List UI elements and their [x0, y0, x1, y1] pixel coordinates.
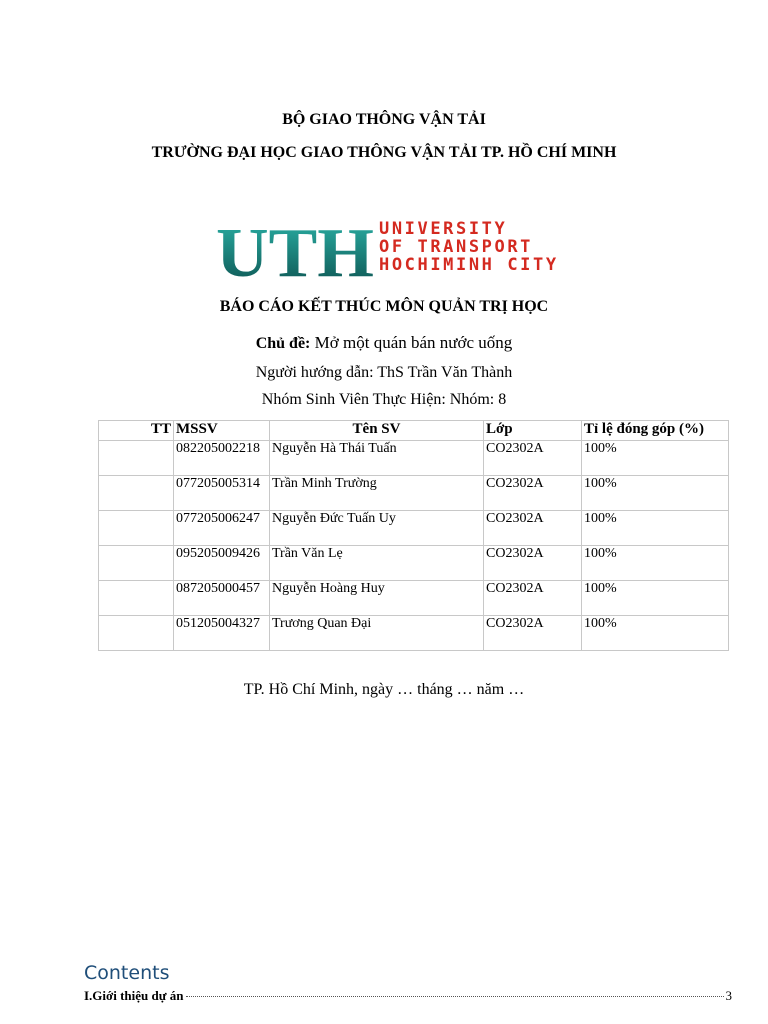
cell-tt: [99, 441, 174, 476]
cell-mssv: 087205000457: [174, 581, 270, 616]
toc-entry-page: 3: [725, 988, 732, 1003]
cell-name: Trần Văn Lẹ: [270, 546, 484, 581]
header-tt: TT: [99, 421, 174, 441]
header-class: Lớp: [484, 421, 582, 441]
group-line: Nhóm Sinh Viên Thực Hiện: Nhóm: 8: [261, 391, 507, 408]
table-row: [99, 616, 729, 651]
uth-logo: [216, 218, 578, 280]
header-name: Tên SV: [270, 421, 484, 441]
student-table: [98, 420, 729, 651]
cell-name: Nguyễn Hoàng Huy: [270, 581, 484, 616]
cell-mssv: 077205005314: [174, 476, 270, 511]
logo-line-3: HOCHIMINH CITY: [379, 255, 559, 275]
logo-line-2: OF TRANSPORT: [379, 237, 534, 257]
cell-class: CO2302A: [484, 511, 582, 546]
cell-mssv: 051205004327: [174, 616, 270, 651]
advisor-line: Người hướng dẫn: ThS Trần Văn Thành: [255, 364, 513, 381]
cell-mssv: 095205009426: [174, 546, 270, 581]
toc-entry-label[interactable]: I.Giới thiệu dự án: [84, 988, 184, 1003]
table-row: [99, 476, 729, 511]
cell-tt: [99, 476, 174, 511]
cell-ratio: 100%: [582, 546, 729, 581]
cell-tt: [99, 581, 174, 616]
toc-leader-dots: [186, 996, 724, 997]
cell-mssv: 077205006247: [174, 511, 270, 546]
topic-label: Chủ đề:: [255, 335, 311, 352]
cell-ratio: 100%: [582, 511, 729, 546]
cell-name: Nguyễn Hà Thái Tuấn: [270, 441, 484, 476]
logo-wordmark: [379, 220, 559, 274]
cell-class: CO2302A: [484, 581, 582, 616]
table-header-row: [99, 421, 729, 441]
topic-line: [0, 333, 768, 353]
contents-heading: Contents: [84, 962, 170, 984]
topic-value: Mở một quán bán nước uống: [310, 333, 513, 352]
cell-class: CO2302A: [484, 441, 582, 476]
uth-mark: [216, 218, 376, 280]
cell-mssv: 082205002218: [174, 441, 270, 476]
cell-ratio: 100%: [582, 476, 729, 511]
report-title: BÁO CÁO KẾT THÚC MÔN QUẢN TRỊ HỌC: [219, 298, 549, 315]
cell-tt: [99, 511, 174, 546]
cell-class: CO2302A: [484, 546, 582, 581]
toc-entry[interactable]: [84, 988, 732, 1004]
date-line: TP. Hồ Chí Minh, ngày … tháng … năm …: [243, 681, 525, 698]
table-row: [99, 581, 729, 616]
uth-logo-mark: [216, 218, 376, 280]
table-row: [99, 511, 729, 546]
table-row: [99, 546, 729, 581]
cell-class: CO2302A: [484, 476, 582, 511]
cell-class: CO2302A: [484, 616, 582, 651]
university-name: TRƯỜNG ĐẠI HỌC GIAO THÔNG VẬN TẢI TP. HỒ CHÍ MINH: [151, 144, 617, 161]
cell-name: Nguyễn Đức Tuấn Uy: [270, 511, 484, 546]
ministry-name: BỘ GIAO THÔNG VẬN TẢI: [282, 111, 486, 128]
header-mssv: MSSV: [174, 421, 270, 441]
cell-name: Trương Quan Đại: [270, 616, 484, 651]
cell-tt: [99, 616, 174, 651]
header-ratio: Tỉ lệ đóng góp (%): [582, 421, 729, 441]
cell-tt: [99, 546, 174, 581]
svg-text:UTH: UTH: [216, 218, 374, 280]
cell-ratio: 100%: [582, 616, 729, 651]
logo-line-1: UNIVERSITY: [379, 219, 508, 239]
cell-name: Trần Minh Trường: [270, 476, 484, 511]
cell-ratio: 100%: [582, 441, 729, 476]
table-row: [99, 441, 729, 476]
cell-ratio: 100%: [582, 581, 729, 616]
